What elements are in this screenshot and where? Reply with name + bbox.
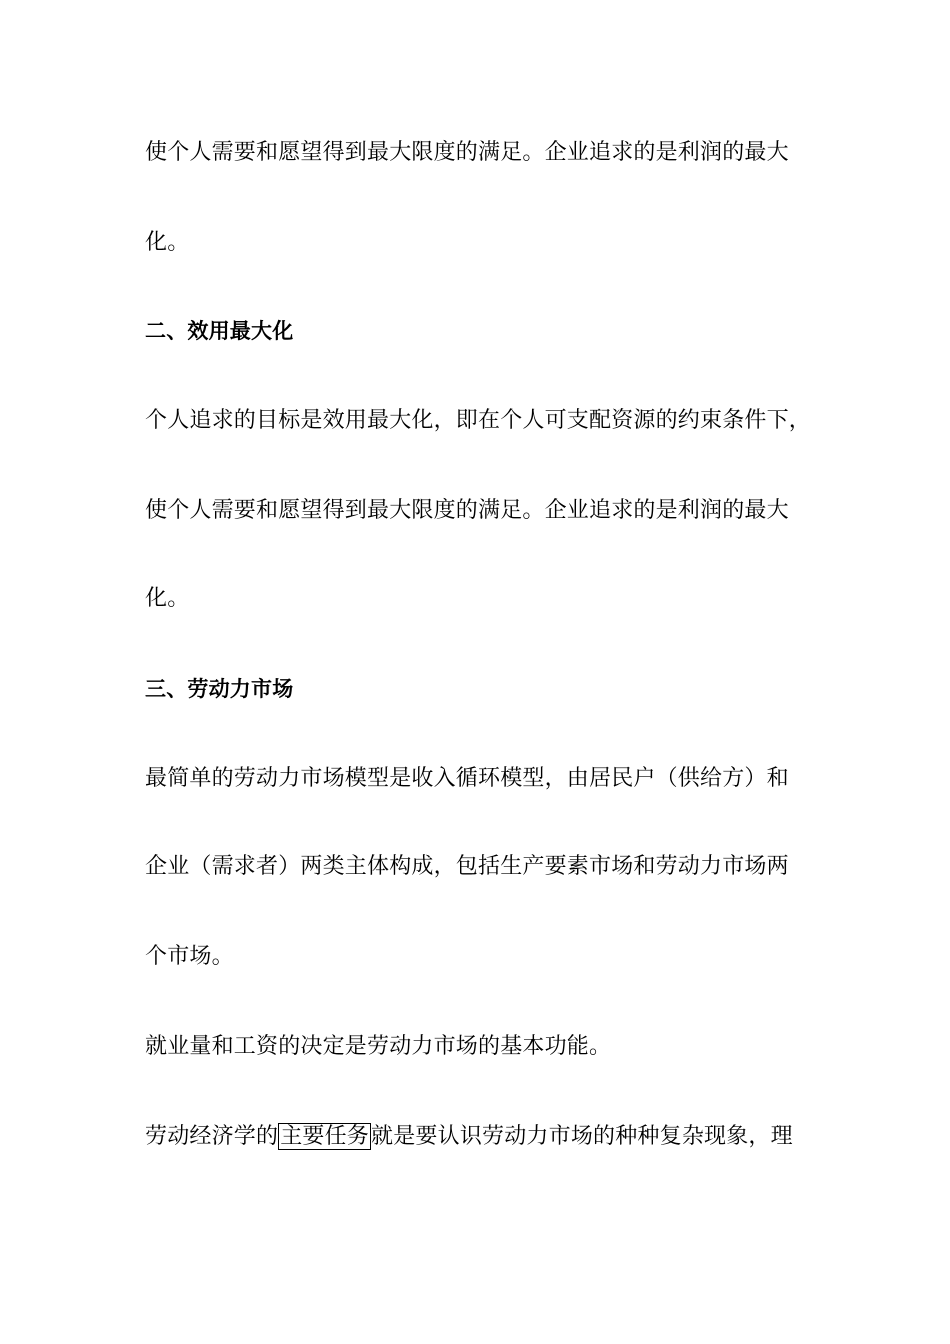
paragraph-line: 个市场。 [145,944,234,969]
text-segment: 劳动经济学的 [145,1124,279,1149]
paragraph-line [145,1122,793,1152]
paragraph-line: 就业量和工资的决定是劳动力市场的基本功能。 [145,1034,612,1059]
section-heading: 三、劳动力市场 [145,677,294,701]
text-segment: 就是要认识劳动力市场的种种复杂现象，理 [371,1124,793,1149]
paragraph-line: 个人追求的目标是效用最大化，即在个人可支配资源的约束条件下， [145,408,812,433]
paragraph-line: 化。 [145,230,190,255]
paragraph-line: 化。 [145,586,190,611]
boxed-term: 主要任务 [280,1124,370,1149]
paragraph-line: 企业（需求者）两类主体构成，包括生产要素市场和劳动力市场两 [145,854,789,879]
paragraph-line: 使个人需要和愿望得到最大限度的满足。企业追求的是利润的最大 [145,498,789,523]
paragraph-line: 最简单的劳动力市场模型是收入循环模型，由居民户（供给方）和 [145,766,789,791]
section-heading: 二、效用最大化 [145,319,294,343]
paragraph-line: 使个人需要和愿望得到最大限度的满足。企业追求的是利润的最大 [145,140,789,165]
